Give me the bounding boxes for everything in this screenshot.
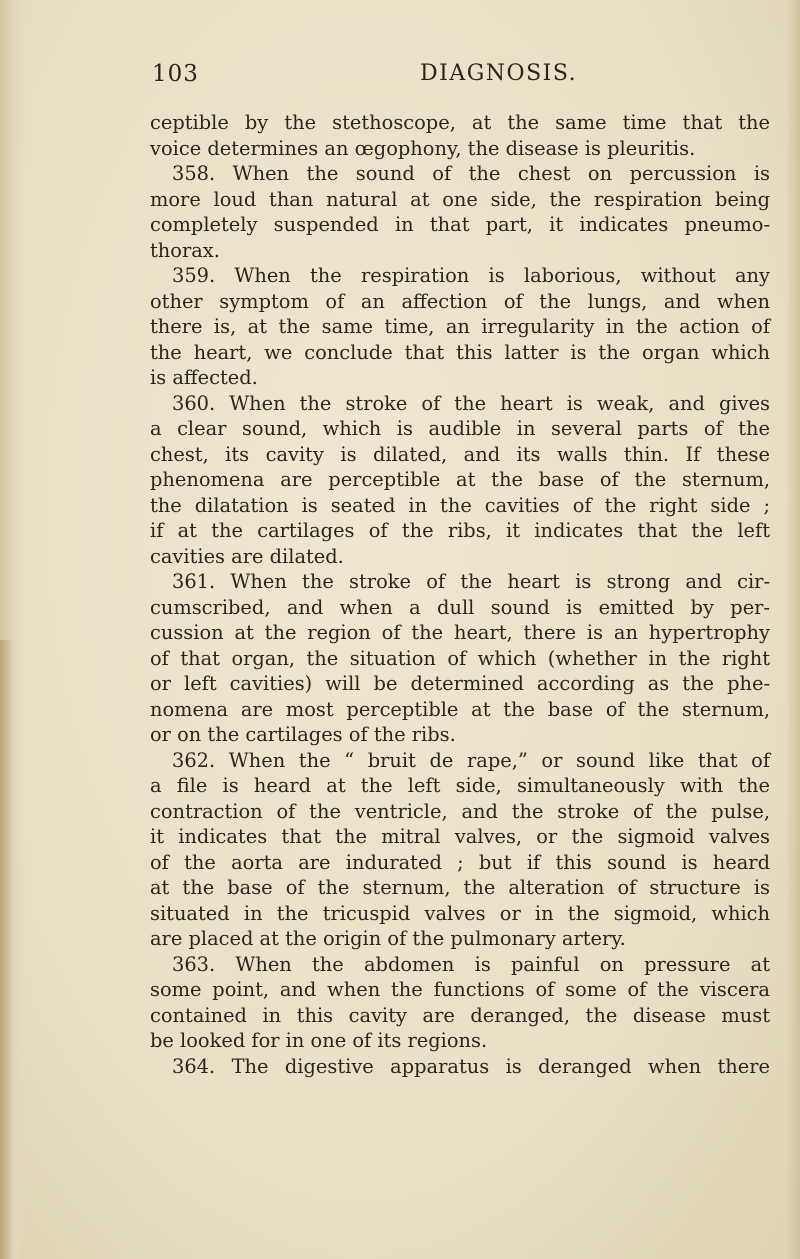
text-line: cumscribed, and when a dull sound is emitted by per- (150, 595, 770, 619)
text-line: other symptom of an affection of the lungs, and when (150, 289, 770, 313)
text-line: if at the cartilages of the ribs, it indicates that the left (150, 519, 770, 542)
text-line: contained in this cavity are deranged, the disease must (150, 1003, 770, 1027)
text-line: cussion at the region of the heart, there is an hypertrophy (150, 621, 770, 644)
text-line: 362. When the “ bruit de rape,” or sound like that of (172, 748, 770, 772)
text-line: voice determines an œgophony, the disease is pleuritis. (150, 136, 696, 160)
text-line: 361. When the stroke of the heart is strong and cir- (172, 570, 770, 593)
text-line: of the aorta are indurated ; but if this sound is heard (150, 850, 770, 874)
text-line: there is, at the same time, an irregularity in the action of (150, 315, 770, 338)
text-line: situated in the tricuspid valves or in the sigmoid, which (150, 901, 770, 925)
text-line: are placed at the origin of the pulmonary artery. (150, 927, 626, 950)
page-edge-shadow (786, 0, 800, 1259)
text-line: a file is heard at the left side, simultaneously with the (150, 774, 770, 797)
text-line: cavities are dilated. (150, 544, 344, 568)
text-line: nomena are most perceptible at the base of the sternum, (150, 697, 770, 721)
text-line: ceptible by the stethoscope, at the same time that the (150, 111, 770, 134)
text-line: chest, its cavity is dilated, and its walls thin. If these (150, 442, 770, 466)
body-text (150, 110, 770, 1079)
page-number: 103 (152, 61, 199, 87)
text-line: completely suspended in that part, it indicates pneumo- (150, 213, 770, 236)
text-line: 358. When the sound of the chest on percussion is (172, 162, 770, 185)
running-title: DIAGNOSIS. (420, 61, 578, 86)
text-line: 360. When the stroke of the heart is weak, and gives (172, 391, 770, 415)
page-edge-stain (0, 640, 14, 1259)
text-line: is affected. (150, 366, 258, 389)
text-line: some point, and when the functions of some of the viscera (150, 978, 770, 1001)
text-line: 363. When the abdomen is painful on pressure at (172, 952, 770, 976)
text-line: or on the cartilages of the ribs. (150, 723, 456, 746)
text-line: the dilatation is seated in the cavities of the right side ; (150, 493, 770, 517)
text-line: or left cavities) will be determined according as the phe- (150, 672, 770, 695)
text-line: 364. The digestive apparatus is deranged when there (172, 1054, 770, 1078)
running-head (0, 0, 800, 100)
text-line: of that organ, the situation of which (whether in the right (150, 646, 770, 670)
text-line: at the base of the sternum, the alteration of structure is (150, 876, 770, 899)
text-line: 359. When the respiration is laborious, without any (172, 264, 770, 287)
text-line: the heart, we conclude that this latter is the organ which (150, 340, 770, 364)
text-line: be looked for in one of its regions. (150, 1029, 488, 1052)
text-line: it indicates that the mitral valves, or the sigmoid valves (150, 825, 770, 848)
text-line: phenomena are perceptible at the base of the sternum, (150, 468, 770, 491)
text-line: contraction of the ventricle, and the stroke of the pulse, (150, 799, 770, 823)
text-line: a clear sound, which is audible in several parts of the (150, 417, 770, 440)
text-line: more loud than natural at one side, the respiration being (150, 187, 770, 211)
text-line: thorax. (150, 238, 220, 262)
